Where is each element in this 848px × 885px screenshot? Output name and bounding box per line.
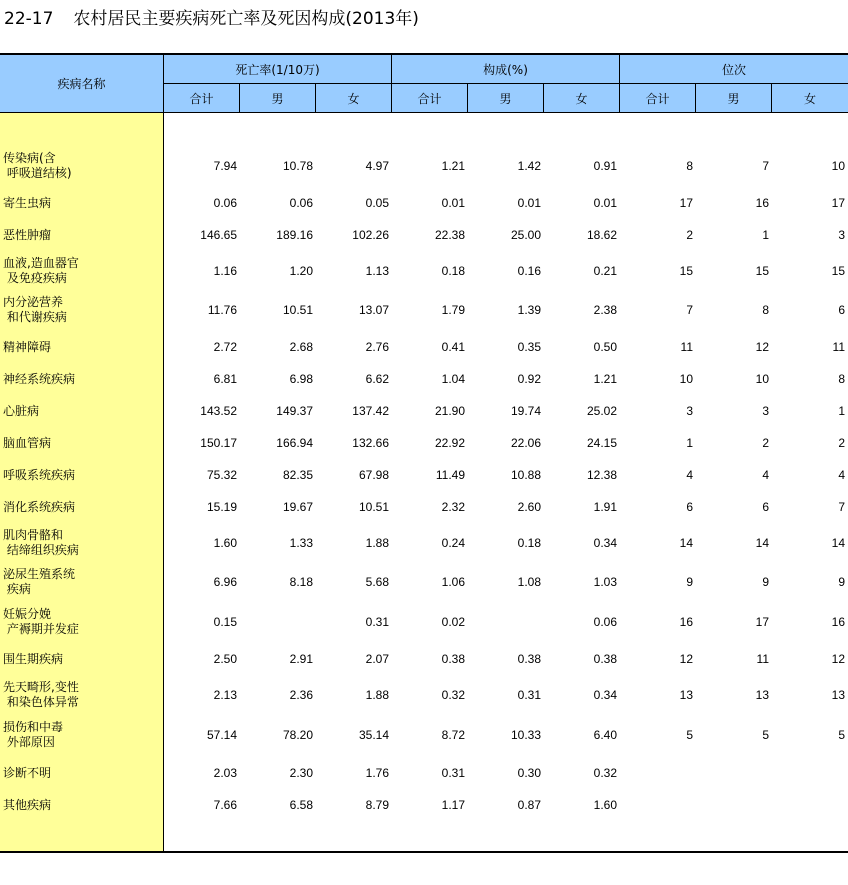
row-label-line: 脑血管病 <box>3 435 52 450</box>
table-cell: 1.03 <box>593 575 617 589</box>
table-cell: 35.14 <box>358 728 389 742</box>
table-cell: 15 <box>831 264 845 278</box>
table-cell: 10.88 <box>510 468 541 482</box>
row-label-line: 妊娠分娩 <box>3 607 52 621</box>
table-cell: 1.79 <box>441 303 465 317</box>
row-label-line: 血液,造血器官 <box>3 256 79 270</box>
row-label <box>3 798 51 813</box>
table-cell: 0.35 <box>517 340 541 354</box>
row-label-line: 其他疾病 <box>3 797 52 812</box>
header-sub-col <box>240 84 316 113</box>
table-cell: 1.39 <box>517 303 541 317</box>
row-label <box>3 468 75 483</box>
table-cell: 9 <box>686 575 693 589</box>
table-cell: 0.21 <box>593 264 617 278</box>
row-label-line: 外部原因 <box>3 735 55 749</box>
row-label <box>3 652 63 667</box>
table-cell: 0.38 <box>593 652 617 666</box>
table-cell: 10.78 <box>282 159 313 173</box>
page-title <box>4 4 419 29</box>
table-cell: 0.38 <box>441 652 465 666</box>
table-cell: 25.02 <box>586 404 617 418</box>
row-label-line: 恶性肿瘤 <box>3 227 52 242</box>
table-cell: 8 <box>686 159 693 173</box>
table-cell: 1.42 <box>517 159 541 173</box>
header-sub-col <box>316 84 392 113</box>
table-cell: 10.33 <box>510 728 541 742</box>
table-cell: 0.16 <box>517 264 541 278</box>
table-cell: 6.81 <box>213 372 237 386</box>
row-label-line: 先天畸形,变性 <box>3 680 79 694</box>
table-cell: 15.19 <box>206 500 237 514</box>
table-cell: 12.38 <box>586 468 617 482</box>
table-cell: 2.91 <box>289 652 313 666</box>
table-cell: 1.06 <box>441 575 465 589</box>
row-label-line: 和代谢疾病 <box>3 310 67 324</box>
header-group-mortality <box>164 55 392 84</box>
table-cell: 150.17 <box>200 436 237 450</box>
header-group-label: 死亡率(1/10万) <box>235 62 320 77</box>
table-cell: 14 <box>831 536 845 550</box>
table-cell: 2 <box>762 436 769 450</box>
table-cell: 0.30 <box>517 766 541 780</box>
table-title: 农村居民主要疾病死亡率及死因构成(2013年) <box>73 9 419 29</box>
row-label-line: 损伤和中毒 <box>3 720 64 734</box>
table-cell: 102.26 <box>352 228 389 242</box>
table-cell: 15 <box>755 264 769 278</box>
table-cell: 10 <box>755 372 769 386</box>
table-cell: 16 <box>755 196 769 210</box>
table-cell: 6.96 <box>213 575 237 589</box>
table-cell: 0.01 <box>593 196 617 210</box>
row-label-line: 消化系统疾病 <box>3 499 76 514</box>
row-label-line: 和染色体异常 <box>3 695 79 709</box>
table-cell: 0.41 <box>441 340 465 354</box>
table-number: 22-17 <box>4 9 54 29</box>
table-cell: 6 <box>686 500 693 514</box>
table-cell: 4.97 <box>365 159 389 173</box>
row-label <box>3 500 75 515</box>
table-cell: 0.31 <box>441 766 465 780</box>
table-cell: 22.06 <box>510 436 541 450</box>
table-cell: 13.07 <box>358 303 389 317</box>
table-cell: 146.65 <box>200 228 237 242</box>
table-cell: 16 <box>679 615 693 629</box>
table-cell: 8 <box>762 303 769 317</box>
table-cell: 16 <box>831 615 845 629</box>
table-cell: 1.76 <box>365 766 389 780</box>
row-label <box>3 766 51 781</box>
table-cell: 0.32 <box>593 766 617 780</box>
table-cell: 18.62 <box>586 228 617 242</box>
table-cell: 1.21 <box>441 159 465 173</box>
row-label-line: 疾病 <box>3 582 31 596</box>
table-cell: 11 <box>680 340 693 354</box>
table-cell: 0.06 <box>213 196 237 210</box>
table-cell: 0.87 <box>517 798 541 812</box>
table-cell: 6.58 <box>289 798 313 812</box>
table-cell: 2.68 <box>289 340 313 354</box>
row-label-line: 及免疫疾病 <box>3 271 67 285</box>
table-cell: 67.98 <box>358 468 389 482</box>
table-cell: 5 <box>686 728 693 742</box>
table-cell: 0.38 <box>517 652 541 666</box>
table-cell: 137.42 <box>352 404 389 418</box>
table-cell: 0.92 <box>517 372 541 386</box>
row-label <box>3 680 79 710</box>
table-cell: 78.20 <box>282 728 313 742</box>
row-label <box>3 607 79 637</box>
table-cell: 0.15 <box>213 615 237 629</box>
table-cell: 2.38 <box>593 303 617 317</box>
table-cell: 8.72 <box>441 728 465 742</box>
table-cell: 22.92 <box>434 436 465 450</box>
table-cell: 1.21 <box>593 372 617 386</box>
table-cell: 21.90 <box>434 404 465 418</box>
row-label <box>3 295 67 325</box>
table-cell: 1.60 <box>593 798 617 812</box>
table-cell: 1 <box>762 228 769 242</box>
row-label <box>3 151 72 181</box>
header-disease-name <box>0 55 164 113</box>
table-cell: 11 <box>832 340 845 354</box>
row-label <box>3 567 75 597</box>
row-label <box>3 372 75 387</box>
row-label-line: 围生期疾病 <box>3 651 64 666</box>
table-cell: 0.18 <box>441 264 465 278</box>
row-label-line: 诊断不明 <box>3 765 52 780</box>
table-cell: 4 <box>762 468 769 482</box>
table-cell: 10.51 <box>358 500 389 514</box>
table-cell: 0.06 <box>289 196 313 210</box>
table-cell: 4 <box>838 468 845 482</box>
row-label-line: 内分泌营养 <box>3 295 64 309</box>
table-cell: 1.33 <box>289 536 313 550</box>
table-cell: 5.68 <box>365 575 389 589</box>
table-cell: 132.66 <box>352 436 389 450</box>
header-sub-col <box>544 84 620 113</box>
table-cell: 24.15 <box>586 436 617 450</box>
table-cell: 14 <box>755 536 769 550</box>
table-cell: 166.94 <box>276 436 313 450</box>
table-cell: 1.88 <box>365 536 389 550</box>
table-cell: 6.98 <box>289 372 313 386</box>
table-cell: 12 <box>755 340 769 354</box>
row-label-line: 精神障碍 <box>3 339 52 354</box>
table-cell: 149.37 <box>276 404 313 418</box>
table-cell: 1.08 <box>517 575 541 589</box>
header-sub-label: 女 <box>347 91 360 106</box>
header-sub-label: 合计 <box>645 91 670 106</box>
table-cell: 17 <box>831 196 845 210</box>
table-cell: 0.01 <box>517 196 541 210</box>
row-label-line: 肌肉骨骼和 <box>3 528 64 542</box>
table-cell: 189.16 <box>276 228 313 242</box>
header-sub-label: 男 <box>499 91 512 106</box>
table-cell: 1.17 <box>441 798 465 812</box>
table-cell: 0.18 <box>517 536 541 550</box>
table-cell: 2.76 <box>365 340 389 354</box>
table-cell: 19.74 <box>510 404 541 418</box>
header-sub-label: 女 <box>575 91 588 106</box>
table-cell: 1.16 <box>213 264 237 278</box>
table-cell: 0.34 <box>593 688 617 702</box>
table-cell: 10.51 <box>282 303 313 317</box>
table-cell: 19.67 <box>282 500 313 514</box>
table-cell: 8.79 <box>365 798 389 812</box>
row-label <box>3 340 51 355</box>
table-cell: 2.72 <box>213 340 237 354</box>
row-label <box>3 404 39 419</box>
table-cell: 12 <box>679 652 693 666</box>
header-sub-label: 合计 <box>417 91 442 106</box>
table-cell: 4 <box>686 468 693 482</box>
header-sub-col <box>772 84 848 113</box>
header-sub-label: 合计 <box>189 91 214 106</box>
table-cell: 12 <box>831 652 845 666</box>
table-cell: 1.91 <box>593 500 617 514</box>
table-cell: 2.60 <box>517 500 541 514</box>
table-cell: 0.31 <box>365 615 389 629</box>
table-cell: 13 <box>831 688 845 702</box>
table-cell: 10 <box>831 159 845 173</box>
header-sub-label: 男 <box>727 91 740 106</box>
table-cell: 82.35 <box>282 468 313 482</box>
table-cell: 11.49 <box>435 468 465 482</box>
header-sub-label: 男 <box>271 91 284 106</box>
row-label-line: 寄生虫病 <box>3 195 52 210</box>
table-cell: 7 <box>686 303 693 317</box>
table-cell: 0.05 <box>365 196 389 210</box>
table-cell: 2.36 <box>289 688 313 702</box>
table-cell: 7.66 <box>213 798 237 812</box>
header-sub-col <box>696 84 772 113</box>
table-cell: 1.04 <box>441 372 465 386</box>
table-cell: 1.60 <box>213 536 237 550</box>
row-label-line: 产褥期并发症 <box>3 622 79 636</box>
header-disease-name-label: 疾病名称 <box>57 77 106 91</box>
table-cell: 0.06 <box>593 615 617 629</box>
table-cell: 0.01 <box>441 196 465 210</box>
row-label <box>3 196 51 211</box>
header-sub-col <box>392 84 468 113</box>
table-cell: 9 <box>762 575 769 589</box>
header-group-composition <box>392 55 620 84</box>
table-cell: 7.94 <box>213 159 237 173</box>
table-cell: 11 <box>756 652 769 666</box>
row-label-line: 呼吸道结核) <box>3 166 72 180</box>
row-label-line: 呼吸系统疾病 <box>3 467 76 482</box>
bottom-rule <box>0 851 848 853</box>
table-cell: 1 <box>686 436 693 450</box>
table-cell: 1.13 <box>365 264 389 278</box>
table-cell: 0.91 <box>593 159 617 173</box>
table-cell: 0.02 <box>441 615 465 629</box>
table-cell: 2.50 <box>213 652 237 666</box>
table-cell: 2.03 <box>213 766 237 780</box>
row-label-line: 传染病(含 <box>3 151 56 165</box>
table-cell: 2 <box>686 228 693 242</box>
table-cell: 2 <box>838 436 845 450</box>
table-cell: 8 <box>838 372 845 386</box>
row-label-line: 神经系统疾病 <box>3 371 76 386</box>
table-cell: 3 <box>762 404 769 418</box>
table-cell: 1.88 <box>365 688 389 702</box>
table-cell: 22.38 <box>434 228 465 242</box>
table-cell: 13 <box>755 688 769 702</box>
table-cell: 1 <box>838 404 845 418</box>
table-cell: 8.18 <box>289 575 313 589</box>
table-cell: 0.31 <box>517 688 541 702</box>
table-cell: 15 <box>679 264 693 278</box>
header-sub-col <box>468 84 544 113</box>
table-cell: 75.32 <box>206 468 237 482</box>
table-cell: 5 <box>762 728 769 742</box>
table-cell: 9 <box>838 575 845 589</box>
table-cell: 0.34 <box>593 536 617 550</box>
row-label-line: 泌尿生殖系统 <box>3 567 76 581</box>
table-cell: 6 <box>838 303 845 317</box>
header-group-label: 构成(%) <box>483 62 528 77</box>
table-cell: 17 <box>755 615 769 629</box>
header-sub-col <box>620 84 696 113</box>
table-cell: 11.76 <box>207 303 237 317</box>
table-cell: 7 <box>838 500 845 514</box>
table-cell: 2.13 <box>213 688 237 702</box>
row-label <box>3 256 79 286</box>
table-cell: 6 <box>762 500 769 514</box>
table-cell: 0.32 <box>441 688 465 702</box>
table-cell: 3 <box>838 228 845 242</box>
table-cell: 5 <box>838 728 845 742</box>
row-label <box>3 228 51 243</box>
header-group-label: 位次 <box>721 62 746 77</box>
table-cell: 0.24 <box>441 536 465 550</box>
row-label <box>3 720 63 750</box>
row-label-line: 心脏病 <box>3 403 40 418</box>
header-group-rank <box>620 55 848 84</box>
table-cell: 25.00 <box>510 228 541 242</box>
table-cell: 10 <box>679 372 693 386</box>
table-cell: 0.50 <box>593 340 617 354</box>
table-cell: 6.40 <box>593 728 617 742</box>
table-cell: 14 <box>679 536 693 550</box>
table-cell: 1.20 <box>289 264 313 278</box>
table-cell: 13 <box>679 688 693 702</box>
row-label <box>3 528 79 558</box>
header-sub-col <box>164 84 240 113</box>
table-cell: 2.07 <box>365 652 389 666</box>
header-sub-label: 女 <box>803 91 816 106</box>
table-cell: 2.30 <box>289 766 313 780</box>
table-cell: 2.32 <box>441 500 465 514</box>
row-label <box>3 436 51 451</box>
table-cell: 17 <box>679 196 693 210</box>
table-cell: 3 <box>686 404 693 418</box>
table-cell: 7 <box>762 159 769 173</box>
table-cell: 57.14 <box>206 728 237 742</box>
table-cell: 143.52 <box>200 404 237 418</box>
table-cell: 6.62 <box>365 372 389 386</box>
row-label-line: 结缔组织疾病 <box>3 543 79 557</box>
